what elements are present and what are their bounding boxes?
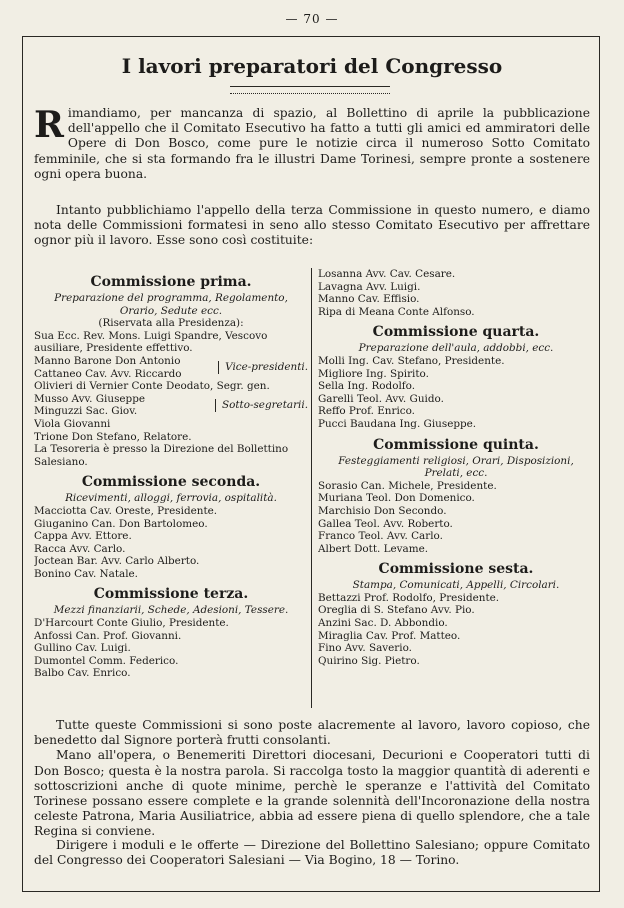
address-paragraph	[34, 838, 590, 868]
member-line: Bettazzi Prof. Rodolfo, Presidente.	[318, 591, 500, 604]
member-line: Viola Giovanni	[34, 417, 111, 430]
member-line: Molli Ing. Cav. Stefano, Presidente.	[318, 354, 505, 367]
member-line: Olivieri di Vernier Conte Deodato, Segr. gen.	[34, 380, 270, 393]
member-line: Marchisio Don Secondo.	[318, 504, 447, 517]
commission-6-subtitle: Stampa, Comunicati, Appelli, Circolari.	[352, 579, 560, 592]
commission-2-subtitle: Ricevimenti, alloggi, ferrovia, ospitalità.	[65, 492, 277, 505]
member-line: Balbo Cav. Enrico.	[34, 667, 131, 680]
member-line: Miraglia Cav. Prof. Matteo.	[318, 629, 461, 642]
member-line: Quirino Sig. Pietro.	[318, 654, 420, 667]
commission-4-title: Commissione quarta.	[372, 324, 540, 341]
member-line: Manno Barone Don Antonio	[34, 354, 181, 367]
commission-5-title: Commissione quinta.	[373, 436, 539, 453]
member-line: Losanna Avv. Cav. Cesare.	[318, 268, 456, 280]
left-column	[34, 268, 308, 680]
treasury-note: La Tesoreria è presso la Direzione del Bollettino Salesiano.	[34, 443, 289, 468]
commission-5-subtitle: Festeggiamenti religiosi, Orari, Disposizioni, Prelati, ecc.	[338, 454, 574, 480]
member-line: Migliore Ing. Spirito.	[318, 367, 429, 380]
member-line: Lavagna Avv. Luigi.	[318, 280, 421, 293]
commission-4-subtitle: Preparazione dell'aula, addobbi, ecc.	[358, 342, 554, 355]
closing-section	[34, 718, 590, 840]
member-line: Musso Avv. Giuseppe	[34, 392, 145, 405]
member-line: Ripa di Meana Conte Alfonso.	[318, 305, 475, 318]
commission-3-title: Commissione terza.	[93, 586, 249, 603]
intro-paragraph-2: Intanto pubblichiamo l'appello della terza Commissione in questo numero, e diamo nota delle Commissioni formatesi in seno allo stesso Comitato Esecutivo per affrettare ognor più il lavoro. Esse sono così costituite:	[34, 203, 590, 248]
member-line: Reffo Prof. Enrico.	[318, 405, 415, 418]
commission-1-subtitle: Preparazione del programma, Regolamento, Orario, Sedute ecc.	[54, 292, 288, 317]
member-line: Trione Don Stefano, Relatore.	[34, 430, 192, 443]
member-line: Cappa Avv. Ettore.	[34, 530, 132, 543]
member-line: Franco Teol. Avv. Carlo.	[318, 530, 443, 543]
member-line: Gullino Cav. Luigi.	[34, 642, 131, 655]
member-line: Manno Cav. Effisio.	[318, 293, 420, 306]
member-line: Pucci Baudana Ing. Giuseppe.	[318, 417, 477, 430]
column-divider	[311, 268, 312, 708]
member-line: Albert Dott. Levame.	[318, 542, 429, 555]
member-line: Garelli Teol. Avv. Guido.	[318, 392, 444, 405]
page-number: — 70 —	[285, 12, 339, 26]
member-line: Sella Ing. Rodolfo.	[318, 380, 415, 393]
title-ornament-rule	[230, 86, 390, 94]
drop-cap: R	[34, 104, 64, 146]
member-line: Macciotta Cav. Oreste, Presidente.	[34, 504, 218, 517]
intro-paragraph-1	[34, 106, 590, 182]
member-line: Racca Avv. Carlo.	[34, 542, 126, 555]
member-line: Bonino Cav. Natale.	[34, 567, 138, 580]
commission-3-subtitle: Mezzi finanziarii, Schede, Adesioni, Tessere.	[53, 604, 289, 617]
member-line: Anfossi Can. Prof. Giovanni.	[34, 629, 182, 642]
closing-paragraph-1: Tutte queste Commissioni si sono poste alacremente al lavoro, lavoro copioso, che benedetto dal Signore porterà frutti consolanti.	[34, 718, 590, 748]
closing-paragraph-2: Mano all'opera, o Benemeriti Direttori diocesani, Decurioni e Cooperatori tutti di Don Bosco; questa è la nostra parola. Si raccolga tosto la maggior quantità di aderenti e sottoscrizioni anche di quote minime, perchè le speranze e l'attività del Comitato Torinese possano essere complete e la grande solennità dell'Incoronazione della nostra celeste Patrona, Maria Ausiliatrice, abbia ad essere piena di quello splendore, che a tale Regina si conviene.	[34, 748, 590, 839]
member-line: Cattaneo Cav. Avv. Riccardo	[34, 367, 182, 380]
intro-text-1: imandiamo, per mancanza di spazio, al Bollettino di aprile la pubblicazione dell'appello che il Comitato Esecutivo ha fatto a tutti gli amici ed ammiratori delle Opere di Don Bosco, come pure le notizie circa il numeroso Sotto Comitato femminile, che si sta formando fra le illustri Dame Torinesi, sempre pronte a sostenere ogni opera buona.	[34, 106, 590, 181]
member-line: Giuganino Can. Don Bartolomeo.	[34, 517, 208, 530]
commission-1-title: Commissione prima.	[90, 274, 252, 290]
member-line: Joctean Bar. Avv. Carlo Alberto.	[34, 555, 200, 568]
vice-presidents-label: Vice-presidenti.	[218, 361, 308, 374]
article-title: I lavori preparatori del Congresso	[121, 54, 503, 78]
member-line: Gallea Teol. Avv. Roberto.	[318, 517, 453, 530]
member-line: Fino Avv. Saverio.	[318, 642, 412, 655]
under-secretaries-label: Sotto-segretarii.	[215, 399, 308, 412]
member-line: Anzini Sac. D. Abbondio.	[318, 617, 448, 630]
member-line: D'Harcourt Conte Giulio, Presidente.	[34, 617, 229, 630]
member-line: Sorasio Can. Michele, Presidente.	[318, 479, 497, 492]
right-column	[318, 268, 594, 667]
closing-paragraph-3: Dirigere i moduli e le offerte — Direzione del Bollettino Salesiano; oppure Comitato del Congresso dei Cooperatori Salesiani — Via Bogino, 18 — Torino.	[34, 838, 590, 868]
member-line: Dumontel Comm. Federico.	[34, 654, 179, 667]
member-line: Minguzzi Sac. Giov.	[34, 405, 138, 418]
commission-2-title: Commissione seconda.	[81, 474, 261, 491]
member-line: Muriana Teol. Don Domenico.	[318, 492, 475, 505]
commission-1-reserved: (Riservata alla Presidenza):	[98, 317, 244, 330]
commission-6-title: Commissione sesta.	[378, 561, 534, 578]
member-line: Sua Ecc. Rev. Mons. Luigi Spandre, Vescovo ausiliare, Presidente effettivo.	[34, 329, 268, 355]
member-line: Oreglia di S. Stefano Avv. Pio.	[318, 604, 475, 617]
